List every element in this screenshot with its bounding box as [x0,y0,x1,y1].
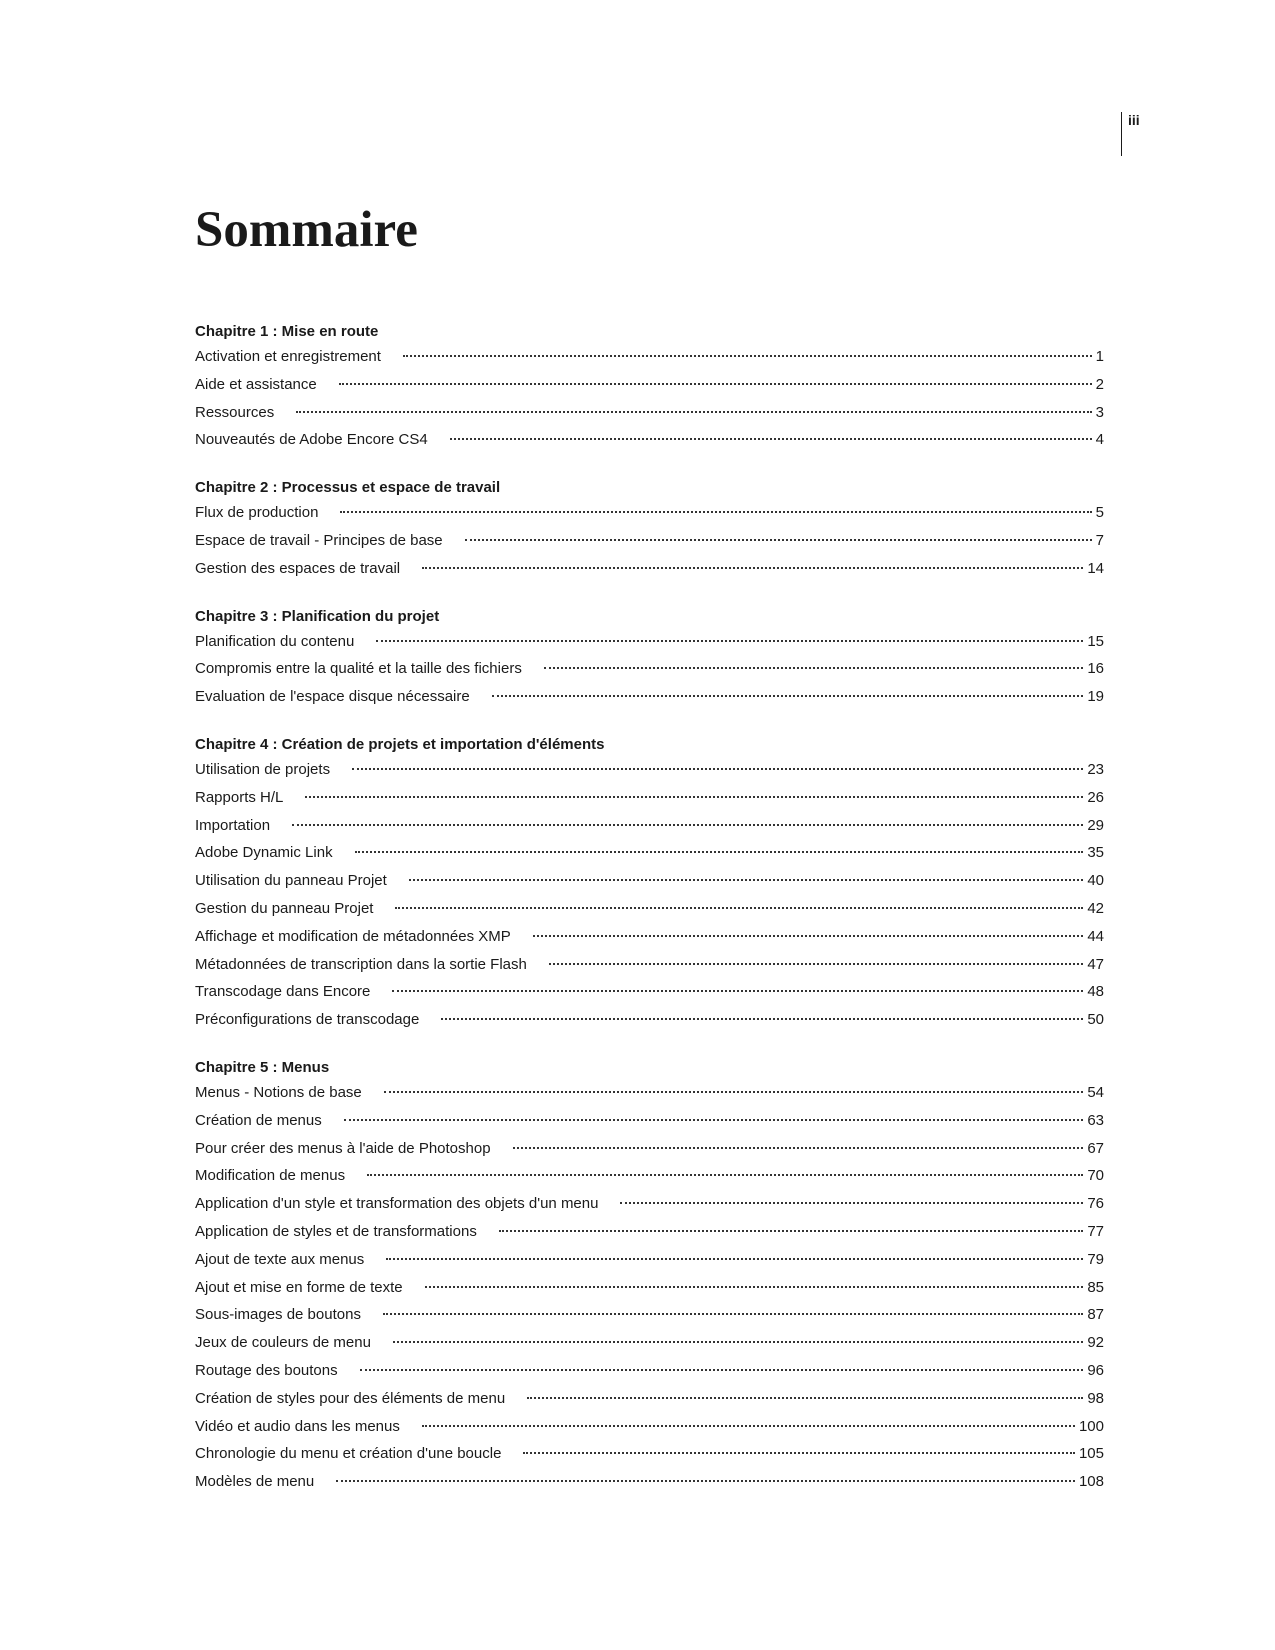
toc-entry-label: Aide et assistance [195,375,317,393]
toc-chapter-title: Chapitre 3 : Planification du projet [195,607,440,625]
dot-leader [422,1425,1075,1427]
toc-entry[interactable] [195,1306,1104,1334]
toc-entry-label: Ajout et mise en forme de texte [195,1278,403,1296]
toc-entry[interactable] [195,404,1104,432]
dot-leader [386,1258,1083,1260]
toc-entry-page-number: 87 [1087,1306,1104,1324]
toc-entry-label: Transcodage dans Encore [195,983,371,1001]
dot-leader [296,411,1091,413]
dot-leader [292,824,1083,826]
toc-chapter-title: Chapitre 1 : Mise en route [195,323,379,340]
toc-entry[interactable] [195,1167,1104,1195]
toc-entry-page-number: 14 [1087,559,1104,577]
toc-entry-label: Application de styles et de transformations [195,1222,477,1240]
toc-entry-label: Affichage et modification de métadonnées XMP [195,927,511,945]
table-of-contents [195,322,1104,1520]
toc-chapter [195,607,1104,716]
toc-entry-page-number: 76 [1087,1195,1104,1213]
toc-entry-page-number: 108 [1078,1473,1104,1491]
toc-entry-page-number: 3 [1095,403,1104,421]
toc-entry-page-number: 70 [1087,1167,1104,1185]
toc-entry-label: Métadonnées de transcription dans la sortie Flash [195,955,527,973]
toc-entry-label: Préconfigurations de transcodage [195,1011,420,1029]
toc-entry-page-number: 16 [1087,660,1104,678]
toc-entry[interactable] [195,900,1104,928]
toc-entry-page-number: 92 [1087,1334,1104,1352]
toc-entry-page-number: 40 [1087,872,1104,890]
dot-leader [544,667,1083,669]
toc-entry-label: Pour créer des menus à l'aide de Photoshop [195,1139,491,1157]
toc-entry[interactable] [195,431,1104,459]
toc-entry-label: Utilisation de projets [195,760,331,778]
toc-entry[interactable] [195,1223,1104,1251]
dot-leader [392,990,1083,992]
dot-leader [367,1174,1083,1176]
toc-entry-label: Adobe Dynamic Link [195,844,333,862]
toc-entry-page-number: 63 [1087,1111,1104,1129]
toc-entry[interactable] [195,1334,1104,1362]
toc-entry[interactable] [195,1473,1104,1501]
toc-entry-label: Activation et enregistrement [195,348,381,365]
toc-entry-label: Modèles de menu [195,1473,315,1491]
dot-leader [360,1369,1084,1371]
toc-entry-label: Modification de menus [195,1167,346,1185]
toc-entry-label: Ressources [195,403,275,421]
toc-entry-label: Planification du contenu [195,632,355,650]
toc-entry-page-number: 47 [1087,955,1104,973]
toc-entry-page-number: 79 [1087,1250,1104,1268]
toc-entry[interactable] [195,1418,1104,1446]
toc-chapter-title: Chapitre 5 : Menus [195,1058,330,1076]
dot-leader [620,1202,1083,1204]
dot-leader [376,640,1083,642]
toc-entry-page-number: 4 [1095,431,1104,449]
toc-chapter-title: Chapitre 4 : Création de projets et importation d'éléments [195,735,605,753]
dot-leader [383,1313,1083,1315]
toc-entry-label: Sous-images de boutons [195,1306,361,1324]
dot-leader [533,935,1084,937]
dot-leader [425,1286,1084,1288]
dot-leader [384,1091,1084,1093]
toc-entry[interactable] [195,376,1104,404]
toc-entry-page-number: 1 [1095,348,1104,365]
dot-leader [395,907,1083,909]
toc-entry-page-number: 26 [1087,788,1104,806]
toc-entry[interactable] [195,928,1104,956]
page-number: iii [1128,112,1140,128]
toc-entry-label: Menus - Notions de base [195,1083,362,1101]
toc-entry[interactable] [195,1112,1104,1140]
toc-entry-page-number: 19 [1087,688,1104,706]
toc-entry-page-number: 50 [1087,1011,1104,1029]
toc-chapter [195,1058,1104,1501]
toc-entry-page-number: 85 [1087,1278,1104,1296]
dot-leader [441,1018,1083,1020]
dot-leader [465,539,1092,541]
toc-chapter [195,322,1104,459]
toc-entry-label: Nouveautés de Adobe Encore CS4 [195,431,428,449]
toc-chapter [195,735,1104,1039]
toc-entry-page-number: 35 [1087,844,1104,862]
dot-leader [527,1397,1083,1399]
toc-entry-label: Espace de travail - Principes de base [195,531,443,549]
toc-entry-label: Flux de production [195,504,319,522]
toc-entry[interactable] [195,1084,1104,1112]
toc-entry-label: Chronologie du menu et création d'une boucle [195,1445,502,1463]
toc-entry[interactable] [195,504,1104,532]
toc-entry-label: Gestion du panneau Projet [195,899,374,917]
toc-entry-page-number: 44 [1087,927,1104,945]
dot-leader [499,1230,1083,1232]
toc-entry-page-number: 100 [1078,1417,1104,1435]
toc-entry-page-number: 67 [1087,1139,1104,1157]
toc-entry[interactable] [195,1445,1104,1473]
toc-chapter-title: Chapitre 2 : Processus et espace de travail [195,479,501,497]
toc-entry[interactable] [195,761,1104,789]
toc-entry[interactable] [195,1140,1104,1168]
dot-leader [403,355,1092,357]
toc-entry-page-number: 77 [1087,1222,1104,1240]
toc-entry[interactable] [195,348,1104,376]
toc-entry[interactable] [195,789,1104,817]
toc-entry[interactable] [195,956,1104,984]
toc-entry-label: Importation [195,816,271,834]
dot-leader [393,1341,1083,1343]
page-number-marker [1121,112,1140,156]
toc-entry-label: Ajout de texte aux menus [195,1250,365,1268]
toc-entry-label: Evaluation de l'espace disque nécessaire [195,688,470,706]
toc-entry-label: Utilisation du panneau Projet [195,872,387,890]
dot-leader [355,851,1084,853]
dot-leader [450,438,1092,440]
dot-leader [305,796,1083,798]
toc-entry[interactable] [195,1279,1104,1307]
toc-entry-label: Création de menus [195,1111,322,1129]
dot-leader [523,1452,1075,1454]
toc-entry[interactable] [195,844,1104,872]
toc-entry[interactable] [195,1011,1104,1039]
toc-entry[interactable] [195,560,1104,588]
dot-leader [492,695,1084,697]
dot-leader [352,768,1083,770]
toc-entry[interactable] [195,1362,1104,1390]
toc-entry[interactable] [195,1195,1104,1223]
toc-entry-label: Rapports H/L [195,788,284,806]
toc-entry-label: Routage des boutons [195,1361,338,1379]
toc-entry[interactable] [195,1390,1104,1418]
toc-entry-page-number: 54 [1087,1083,1104,1101]
toc-entry-label: Application d'un style et transformation des objets d'un menu [195,1195,599,1213]
dot-leader [422,567,1083,569]
toc-entry-page-number: 98 [1087,1389,1104,1407]
dot-leader [513,1147,1084,1149]
toc-entry[interactable] [195,983,1104,1011]
dot-leader [344,1119,1084,1121]
toc-entry-label: Compromis entre la qualité et la taille des fichiers [195,660,522,678]
toc-entry-page-number: 29 [1087,816,1104,834]
toc-entry-page-number: 7 [1095,531,1104,549]
toc-entry[interactable] [195,1251,1104,1279]
toc-entry-page-number: 15 [1087,632,1104,650]
toc-entry[interactable] [195,532,1104,560]
dot-leader [549,963,1083,965]
toc-entry-page-number: 96 [1087,1361,1104,1379]
toc-entry-page-number: 5 [1095,504,1104,522]
toc-entry-label: Création de styles pour des éléments de menu [195,1389,506,1407]
dot-leader [336,1480,1075,1482]
page-title: Sommaire [195,202,418,258]
toc-entry-label: Vidéo et audio dans les menus [195,1417,400,1435]
toc-entry[interactable] [195,660,1104,688]
toc-entry-label: Gestion des espaces de travail [195,559,401,577]
toc-entry[interactable] [195,688,1104,716]
toc-entry[interactable] [195,872,1104,900]
dot-leader [409,879,1084,881]
toc-entry-page-number: 42 [1087,899,1104,917]
dot-leader [339,383,1092,385]
toc-entry[interactable] [195,817,1104,845]
toc-entry-page-number: 105 [1078,1445,1104,1463]
toc-entry[interactable] [195,633,1104,661]
toc-entry-label: Jeux de couleurs de menu [195,1334,371,1352]
toc-chapter [195,478,1104,587]
toc-entry-page-number: 48 [1087,983,1104,1001]
toc-entry-page-number: 23 [1087,760,1104,778]
dot-leader [340,511,1091,513]
toc-entry-page-number: 2 [1095,375,1104,393]
